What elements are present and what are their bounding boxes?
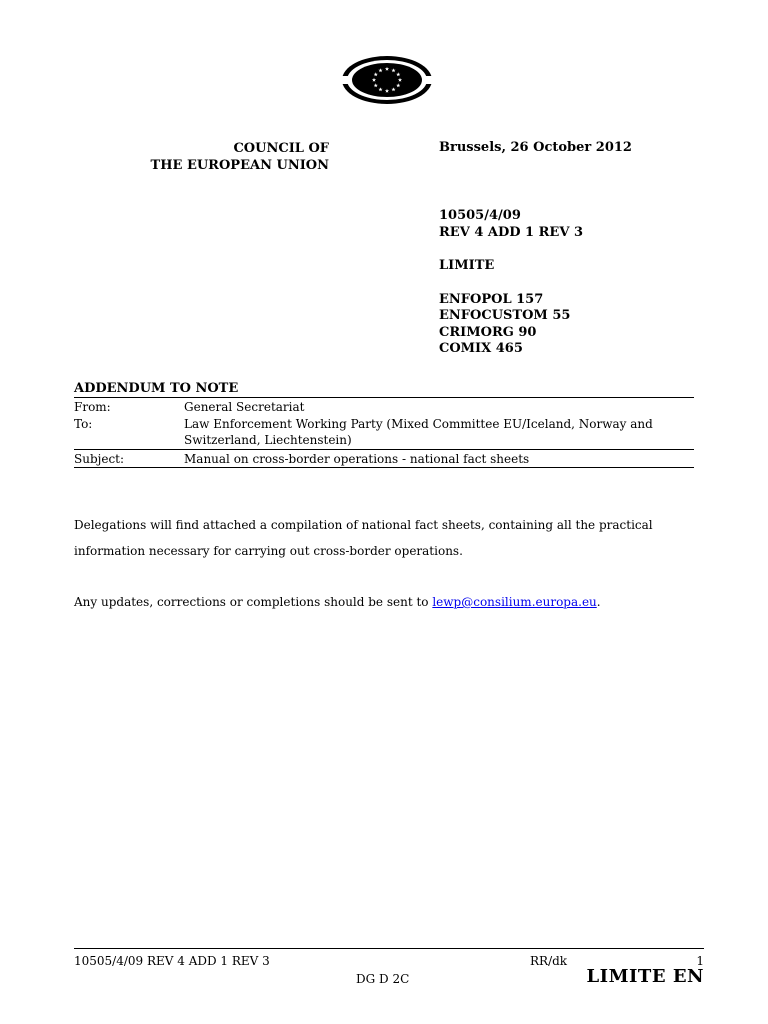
footer-divider (74, 948, 704, 949)
from-value: General Secretariat (184, 400, 305, 414)
doc-number: 10505/4/09 (439, 208, 521, 223)
note-title: ADDENDUM TO NOTE (74, 381, 239, 396)
code-enfocustom: ENFOCUSTOM 55 (439, 308, 571, 323)
paragraph-2-end: . (596, 595, 601, 609)
body-paragraph-2 (74, 589, 694, 615)
document-references (439, 208, 583, 358)
council-line-2: THE EUROPEAN UNION (150, 158, 329, 173)
council-emblem-icon (341, 55, 433, 105)
to-label: To: (74, 417, 93, 431)
code-enfopol: ENFOPOL 157 (439, 291, 544, 307)
classification: LIMITE (439, 258, 495, 273)
council-line-1: COUNCIL OF (233, 141, 329, 156)
code-crimorg: CRIMORG 90 (439, 324, 537, 340)
council-name (151, 140, 329, 174)
from-label: From: (74, 400, 111, 414)
paragraph-2-text: Any updates, corrections or completions should be sent to (74, 595, 433, 609)
footer-directorate: DG D 2C (356, 972, 410, 986)
to-value: Law Enforcement Working Party (Mixed Committee EU/Iceland, Norway and Switzerland, Liechtenstein) (184, 417, 653, 447)
divider-top (74, 397, 694, 398)
footer-initials: RR/dk (530, 954, 568, 968)
body-paragraph-1: Delegations will find attached a compilation of national fact sheets, containing all the practical information necessary for carrying out cross-border operations. (74, 518, 653, 558)
doc-revision: REV 4 ADD 1 REV 3 (439, 224, 583, 240)
footer-limite-lang: LIMITE EN (586, 966, 704, 987)
code-comix: COMIX 465 (439, 341, 523, 356)
email-link[interactable]: lewp@consilium.europa.eu (432, 595, 597, 609)
document-date: Brussels, 26 October 2012 (439, 140, 632, 155)
page-number: 1 (696, 954, 704, 968)
divider-middle (74, 449, 694, 450)
footer-reference: 10505/4/09 REV 4 ADD 1 REV 3 (74, 954, 270, 968)
subject-label: Subject: (74, 452, 125, 466)
divider-bottom (74, 467, 694, 468)
subject-value: Manual on cross-border operations - national fact sheets (184, 452, 530, 466)
